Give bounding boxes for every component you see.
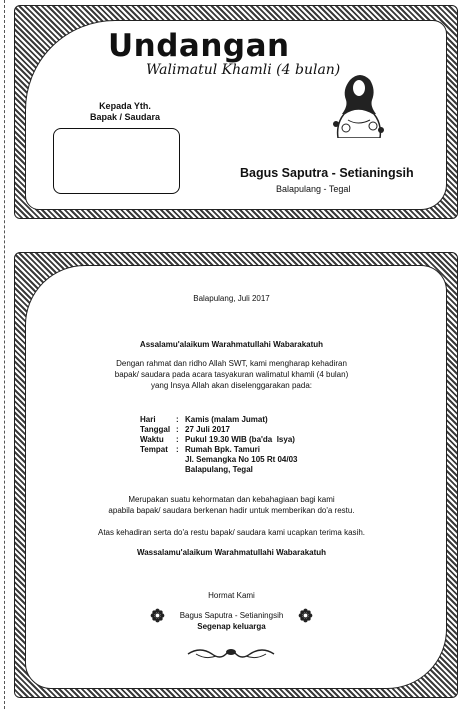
couple-place: Balapulang - Tegal [276, 184, 351, 194]
address-line-1: Jl. Semangka No 105 Rt 04/03 [185, 455, 298, 464]
detail-row: Hari : Kamis (malam Jumat) [140, 415, 268, 424]
recipient-line2: Bapak / Saudara [89, 112, 161, 122]
address-box[interactable] [53, 128, 180, 194]
regards: Hormat Kami [208, 591, 255, 600]
greeting: Assalamu'alaikum Warahmatullahi Wabarakatuh [139, 340, 324, 349]
envelope-title: Undangan [108, 28, 290, 64]
detail-row: Tempat : Rumah Bpk. Tamuri [140, 445, 260, 454]
closing-line-1: Merupakan suatu kehormatan dan kebahagiaan bagi kami [128, 495, 335, 504]
detail-value: Kamis (malam Jumat) [185, 415, 268, 424]
address-line-2: Balapulang, Tegal [185, 465, 253, 474]
intro-line-3: yang Insya Allah akan diselenggarakan pada: [150, 381, 312, 390]
date-line: Balapulang, Juli 2017 [193, 294, 270, 303]
couple-names: Bagus Saputra - Setianingsih [240, 166, 414, 180]
closing-line-2: apabila bapak/ saudara berkenan hadir untuk memberikan do'a restu. [108, 506, 355, 515]
intro-line-2: bapak/ saudara pada acara tasyakuran walimatul khamli (4 bulan) [114, 370, 349, 379]
farewell: Wassalamu'alaikum Warahmatullahi Wabarakatuh [136, 548, 327, 557]
detail-label: Tempat [140, 445, 168, 454]
thanks-line: Atas kehadiran serta do'a restu bapak/ saudara kami ucapkan terima kasih. [97, 528, 365, 537]
cut-line [4, 0, 5, 709]
envelope-subtitle: Walimatul Khamli (4 bulan) [146, 62, 341, 78]
detail-row: Waktu : Pukul 19.30 WIB (ba'da Isya) [140, 435, 295, 444]
detail-label: Tanggal [140, 425, 171, 434]
detail-label: Waktu [140, 435, 164, 444]
detail-row [140, 455, 298, 465]
detail-row: Tanggal : 27 Juli 2017 [140, 425, 230, 434]
detail-value: 27 Juli 2017 [185, 425, 230, 434]
signature-family: Segenap keluarga [197, 622, 266, 631]
detail-label: Hari [140, 415, 156, 424]
detail-value: Pukul 19.30 WIB (ba'da Isya) [185, 435, 295, 444]
flower-icon [150, 608, 165, 623]
event-details [140, 415, 298, 475]
flower-icon [298, 608, 313, 623]
signature-names: Bagus Saputra - Setianingsih [179, 611, 284, 620]
recipient-label [60, 101, 190, 123]
detail-value: Rumah Bpk. Tamuri [185, 445, 260, 454]
recipient-line1: Kepada Yth. [99, 101, 151, 111]
woman-illustration-icon [326, 70, 386, 138]
ornament-icon [186, 646, 276, 662]
intro-line-1: Dengan rahmat dan ridho Allah SWT, kami mengharap kehadiran [116, 359, 347, 368]
detail-row [140, 465, 298, 475]
